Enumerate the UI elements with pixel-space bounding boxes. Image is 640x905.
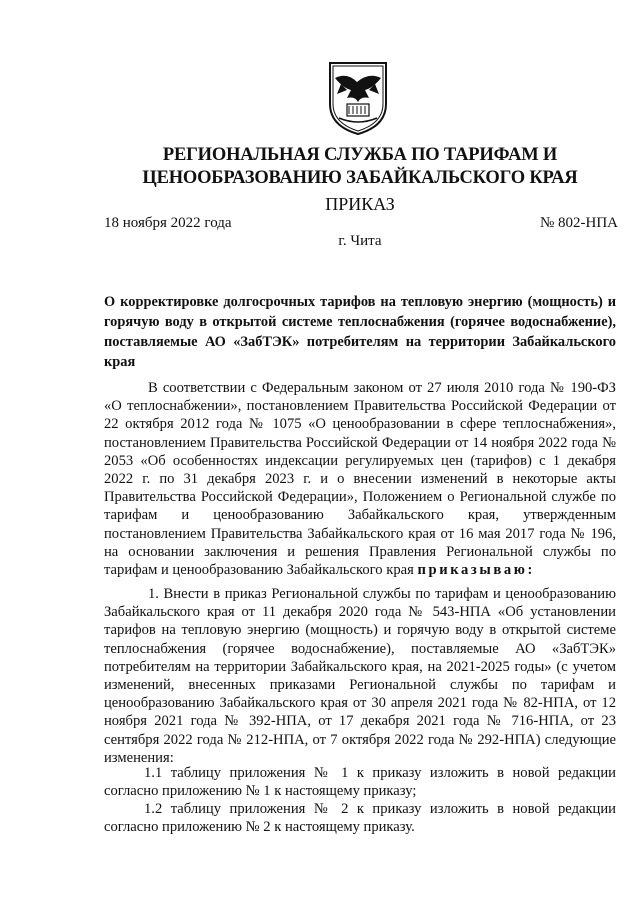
document-date: 18 ноября 2022 года (104, 215, 232, 231)
clause-1-1: 1.1 таблицу приложения № 1 к приказу изложить в новой редакции согласно приложению № 1 к настоящему приказу; (104, 765, 616, 800)
document-subject: О корректировке долгосрочных тарифов на тепловую энергию (мощность) и горячую воду в открытой системе теплоснабжения (горячее водоснабжение), поставляемые АО «ЗабТЭК» потребителям на территории Забайкальского края (104, 294, 616, 370)
clause-1: 1. Внести в приказ Региональной службы по тарифам и ценообразованию Забайкальского края от 11 декабря 2020 года № 543-НПА «Об установлении тарифов на тепловую энергию (мощность) и горячую воду в открытой системе теплоснабжения (горячее водоснабжение), поставляемые АО «ЗабТЭК» потребителям на территории Забайкальского края, на 2021-2025 годы» (с учетом изменений, внесенных приказами Региональной службы по тарифам и ценообразованию Забайкальского края от 30 апреля 2021 года № 82-НПА, от 12 ноября 2021 года № 392-НПА, от 17 декабря 2021 года № 716-НПА, от 23 сентября 2022 года № 212-НПА, от 7 октября 2022 года № 292-НПА) следующие изменения: (104, 586, 616, 766)
document-number: № 802-НПА (539, 215, 618, 231)
clause-1-2: 1.2 таблицу приложения № 2 к приказу изложить в новой редакции согласно приложению № 2 к настоящему приказу. (104, 801, 616, 836)
order-word: приказываю: (417, 562, 535, 579)
preamble-paragraph (104, 379, 616, 579)
organization-name-line1: РЕГИОНАЛЬНАЯ СЛУЖБА ПО ТАРИФАМ И (162, 145, 558, 165)
organization-name-line2: ЦЕНООБРАЗОВАНИЮ ЗАБАЙКАЛЬСКОГО КРАЯ (142, 168, 578, 188)
document-city: г. Чита (338, 233, 382, 249)
coat-of-arms-icon (327, 60, 389, 136)
preamble-text: В соответствии с Федеральным законом от 27 июля 2010 года № 190-ФЗ «О теплоснабжении», постановлением Правительства Российской Федерации от 22 октября 2012 года № 1075 «О ценообразовании в сфере теплоснабжения», постановлением Правительства Российской Федерации от 14 ноября 2022 года № 2053 «Об особенностях индексации регулируемых цен (тарифов) с 1 декабря 2022 г. по 31 декабря 2023 г. и о внесении изменений в некоторые акты Правительства Российской Федерации», Положением о Региональной службе по тарифам и ценообразованию Забайкальского края, утвержденным постановлением Правительства Забайкальского края от 16 мая 2017 года № 196, на основании заключения и решения Правления Региональной службы по тарифам и ценообразованию Забайкальского края (104, 380, 616, 579)
document-type: ПРИКАЗ (325, 194, 395, 214)
